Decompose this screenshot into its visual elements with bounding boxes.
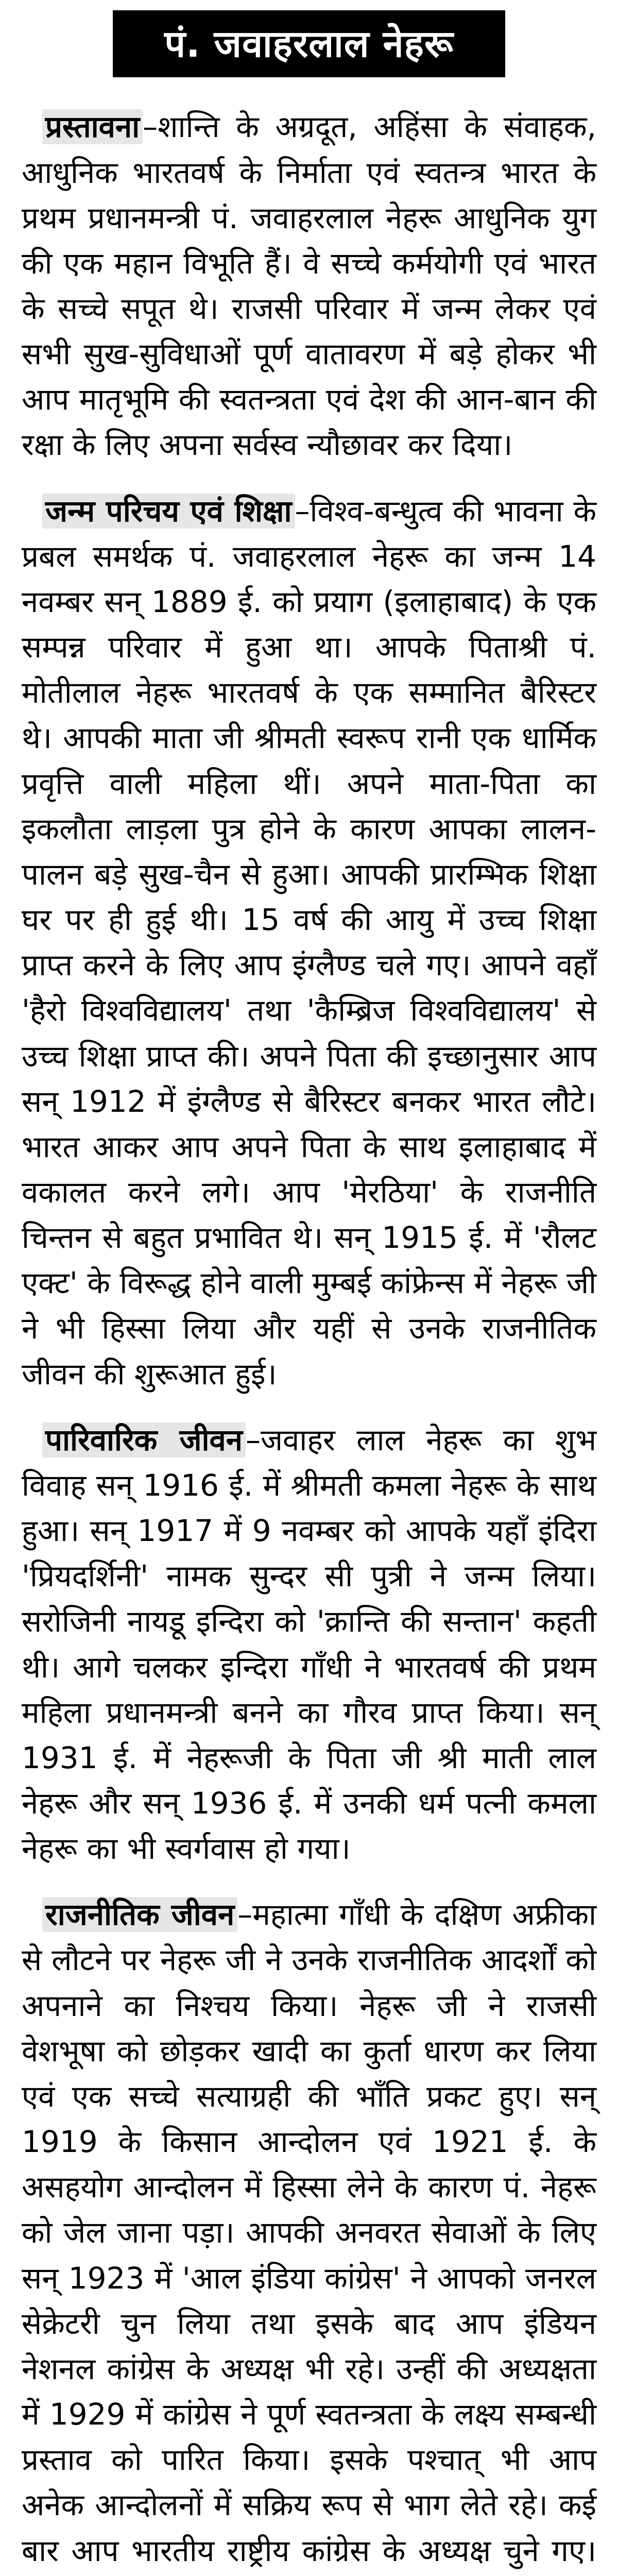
paragraph-family-life: [22, 1417, 596, 1872]
section-heading: जन्म परिचय एवं शिक्षा: [42, 494, 295, 529]
page-title: पं. जवाहरलाल नेहरू: [113, 10, 505, 77]
section-heading: राजनीतिक जीवन: [42, 1897, 237, 1932]
section-text: –महात्मा गाँधी के दक्षिण अफ्रीका से लौटने पर नेहरू जी ने उनके राजनीतिक आदर्शों को अपनाने का निश्चय किया। नेहरू जी ने राजसी वेशभूषा को छोड़कर खादी का कुर्ता धारण कर लिया एवं एक सच्चे सत्याग्रही की भाँति प्रकट हुए। सन् 1919 के किसान आन्दोलन एवं 1921 ई. के असहयोग आन्दोलन में हिस्सा लेने के कारण पं. नेहरू को जेल जाना पड़ा। आपकी अनवरत सेवाओं के लिए सन् 1923 में 'आल इंडिया कांग्रेस' ने आपको जनरल सेक्रेटरी चुन लिया तथा इसके बाद आप इंडियन नेशनल कांग्रेस के अध्यक्ष भी रहे। उन्हीं की अध्यक्षता में 1929 में कांग्रेस ने पूर्ण स्वतन्त्रता के लक्ष्य सम्बन्धी प्रस्ताव को पारित किया। इसके पश्चात् भी आप अनेक आन्दोलनों में सक्रिय रूप से भाग लेते रहे। कई बार आप भारतीय राष्ट्रीय कांग्रेस के अध्यक्ष चुने गए।: [22, 1897, 597, 2568]
paragraph-introduction: [22, 104, 596, 467]
section-text: –जवाहर लाल नेहरू का शुभ विवाह सन् 1916 ई. में श्रीमती कमला नेहरू के साथ हुआ। सन् 1917 में 9 नवम्बर को आपके यहाँ इंदिरा 'प्रियदर्शिनी' नामक सुन्दर सी पुत्री ने जन्म लिया। सरोजिनी नायडू इन्दिरा को 'क्रान्ति की सन्तान' कहती थी। आगे चलकर इन्दिरा गाँधी ने भारतवर्ष की प्रथम महिला प्रधानमन्त्री बनने का गौरव प्राप्त किया। सन् 1931 ई. में नेहरूजी के पिता जी श्री माती लाल नेहरू और सन् 1936 ई. में उनकी धर्म पत्नी कमला नेहरू का भी स्वर्गवास हो गया।: [22, 1422, 596, 1867]
section-heading: पारिवारिक जीवन: [42, 1422, 246, 1458]
section-text: –विश्व-बन्धुत्व की भावना के प्रबल समर्थक पं. जवाहरलाल नेहरू का जन्म 14 नवम्बर सन् 1889 ई. को प्रयाग (इलाहाबाद) के एक सम्पन्न परिवार में हुआ था। आपके पिताश्री पं. मोतीलाल नेहरू भारतवर्ष के एक सम्मानित बैरिस्टर थे। आपकी माता जी श्रीमती स्वरूप रानी एक धार्मिक प्रवृत्ति वाली महिला थीं। अपने माता-पिता का इकलौता लाड़ला पुत्र होने के कारण आपका लालन-पालन बड़े सुख-चैन से हुआ। आपकी प्रारम्भिक शिक्षा घर पर ही हुई थी। 15 वर्ष की आयु में उच्च शिक्षा प्राप्त करने के लिए आप इंग्लैण्ड चले गए। आपने वहाँ 'हैरो विश्वविद्यालय' तथा 'कैम्ब्रिज विश्वविद्यालय' से उच्च शिक्षा प्राप्त की। अपने पिता की इच्छानुसार आप सन् 1912 में इंग्लैण्ड से बैरिस्टर बनकर भारत लौटे। भारत आकर आप अपने पिता के साथ इलाहाबाद में वकालत करने लगे। आप 'मेरठिया' के राजनीति चिन्तन से बहुत प्रभावित थे। सन् 1915 ई. में 'रौलट एक्ट' के विरूद्ध होने वाली मुम्बई कांफ्रेन्स में नेहरू जी ने भी हिस्सा लिया और यहीं से उनके राजनीतिक जीवन की शुरूआत हुई।: [22, 493, 597, 1392]
section-text: –शान्ति के अग्रदूत, अहिंसा के संवाहक, आधुनिक भारतवर्ष के निर्माता एवं स्वतन्त्र भारत के प्रथम प्रधानमन्त्री पं. जवाहरलाल नेहरू आधुनिक युग की एक महान विभूति हैं। वे सच्चे कर्मयोगी एवं भारत के सच्चे सपूत थे। राजसी परिवार में जन्म लेकर एवं सभी सुख-सुविधाओं पूर्ण वातावरण में बड़े होकर भी आप मातृभूमि की स्वतन्त्रता एवं देश की आन-बान की रक्षा के लिए अपना सर्वस्व न्यौछावर कर दिया।: [22, 109, 596, 463]
section-heading: प्रस्तावना: [42, 109, 143, 144]
paragraph-political-life: [22, 1892, 596, 2576]
paragraph-birth-education: [22, 488, 596, 1397]
title-banner: [22, 10, 596, 77]
